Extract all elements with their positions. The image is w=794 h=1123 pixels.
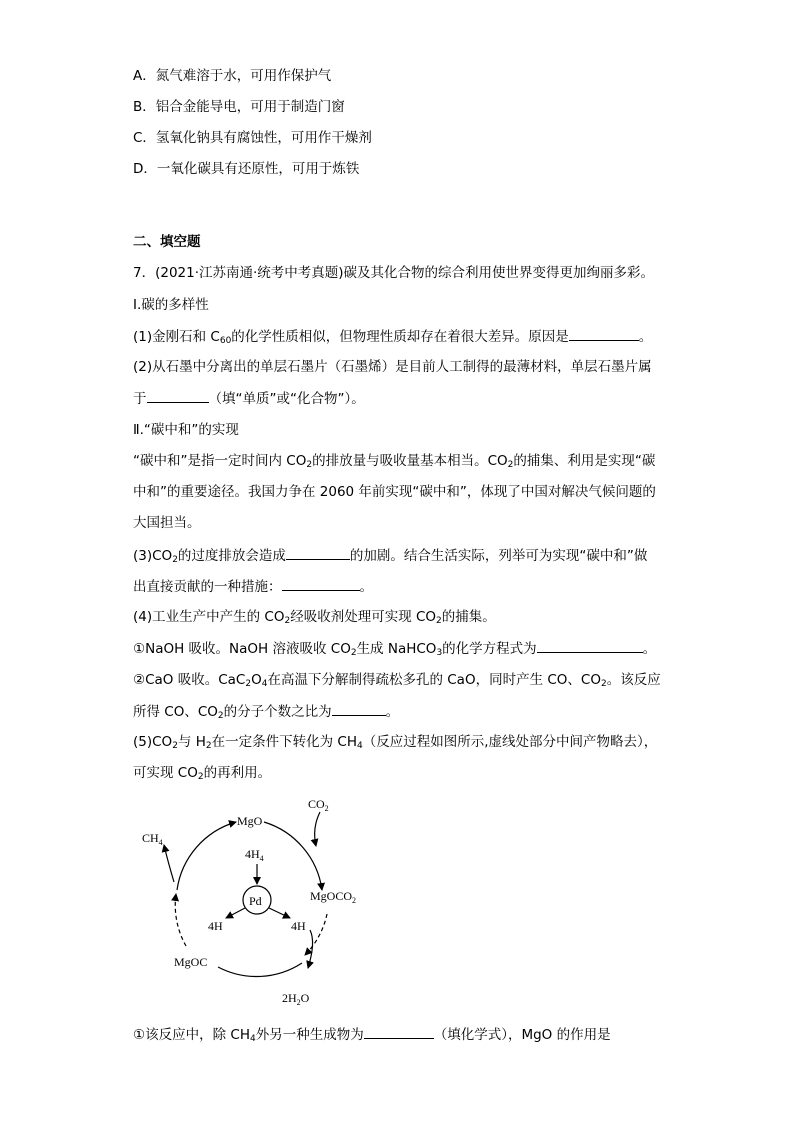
question-2-line1: (2)从石墨中分离出的单层石墨片（石墨烯）是目前人工制得的最薄材料，单层石墨片属	[133, 359, 652, 375]
label-4h-left: 4H	[208, 919, 223, 933]
section-heading: 二、填空题	[133, 234, 201, 250]
label-co2: $CO_2$	[308, 797, 329, 813]
question-2-line2: 于 （填“单质”或“化合物”）。	[133, 388, 365, 409]
intro-line1: “碳中和”是指一定时间内 $CO_2$的排放量与吸收量基本相当。$CO_2$的捕集、利用是实现“碳	[133, 453, 656, 470]
label-h2o: $2H_2O$	[282, 991, 310, 1007]
question-stem: 7．(2021·江苏南通·统考中考真题)碳及其化合物的综合利用使世界变得更加绚丽多彩。	[133, 265, 655, 281]
answer-blank-q2[interactable]	[147, 388, 209, 403]
label-mgoc: MgOC	[174, 955, 208, 969]
ch4-arrow	[164, 845, 174, 882]
co2-arrow	[315, 812, 320, 846]
cycle-arc-bottom	[218, 963, 302, 977]
question-1: (1)金刚石和 $C_{60}$的化学性质相似，但物理性质却存在着很大差异。原因是 。	[133, 326, 652, 351]
label-4h4: $4H_4$	[245, 847, 264, 863]
answer-blank-q5-1[interactable]	[364, 1024, 434, 1039]
answer-blank-q4-1[interactable]	[537, 638, 643, 653]
option-c: C．氢氧化钠具有腐蚀性，可用作干燥剂	[133, 130, 372, 146]
answer-blank-q4-2[interactable]	[332, 701, 386, 716]
question-3-line2: 出直接贡献的一种措施： 。	[133, 576, 373, 597]
h2o-arrow	[308, 930, 313, 968]
question-4: (4)工业生产中产生的 $CO_2$经吸收剂处理可实现 $CO_2$的捕集。	[133, 609, 496, 626]
cycle-arc-left-dashed	[175, 894, 186, 946]
intro-line2: 中和”的重要途径。我国力争在 2060 年前实现“碳中和”，体现了中国对解决气候问题的	[133, 484, 656, 500]
question-5-1: ①该反应中，除 $CH_4$外另一种生成物为 （填化学式），MgO 的作用是	[133, 1024, 611, 1049]
label-mgo: MgO	[237, 814, 263, 828]
label-ch4: $CH_4$	[142, 831, 163, 847]
answer-blank-q3a[interactable]	[286, 545, 350, 560]
option-a: A．氮气难溶于水，可用作保护气	[133, 68, 332, 84]
option-d: D．一氧化碳具有还原性，可用于炼铁	[133, 161, 360, 177]
cycle-arc-upper-left	[177, 822, 236, 890]
option-b: B．铝合金能导电，可用于制造门窗	[133, 99, 345, 115]
question-4-2-line2: 所得 CO、$CO_2$的分子个数之比为 。	[133, 701, 399, 726]
part1-title: Ⅰ.碳的多样性	[133, 297, 209, 313]
question-3-line1: $(3)CO_2$的过度排放会造成 的加剧。结合生活实际，列举可为实现“碳中和”做	[133, 545, 647, 570]
label-pd: Pd	[249, 894, 262, 908]
label-4h-right: 4H	[291, 919, 306, 933]
answer-blank-q1[interactable]	[569, 326, 639, 341]
reaction-cycle-diagram	[130, 790, 390, 1010]
question-4-2-line1: ②CaO 吸收。$CaC_2O_4$在高温下分解制得疏松多孔的 CaO，同时产生 CO、$CO_2$。该反应	[133, 672, 661, 689]
intro-line3: 大国担当。	[133, 515, 201, 531]
answer-blank-q3b[interactable]	[282, 576, 360, 591]
question-4-1: ①NaOH 吸收。NaOH 溶液吸收 $CO_2$生成 NaHCO$_3$的化学方程式为 。	[133, 638, 656, 663]
question-5-line2: 可实现 $CO_2$的再利用。	[133, 765, 272, 782]
question-5-line1: $(5)CO_2$与 $H_2$在一定条件下转化为 $CH_4$（反应过程如图所示,虚线处部分中间产物略去），	[133, 734, 658, 751]
pd-to-h-right-arrow	[269, 908, 290, 918]
pd-to-h-left-arrow	[226, 908, 245, 918]
label-mgoco2: MgOCO$_2$	[310, 889, 357, 905]
part2-title: Ⅱ.“碳中和”的实现	[133, 422, 239, 438]
cycle-arc-right-dashed	[305, 914, 327, 955]
cycle-arc-upper-right	[264, 822, 322, 890]
